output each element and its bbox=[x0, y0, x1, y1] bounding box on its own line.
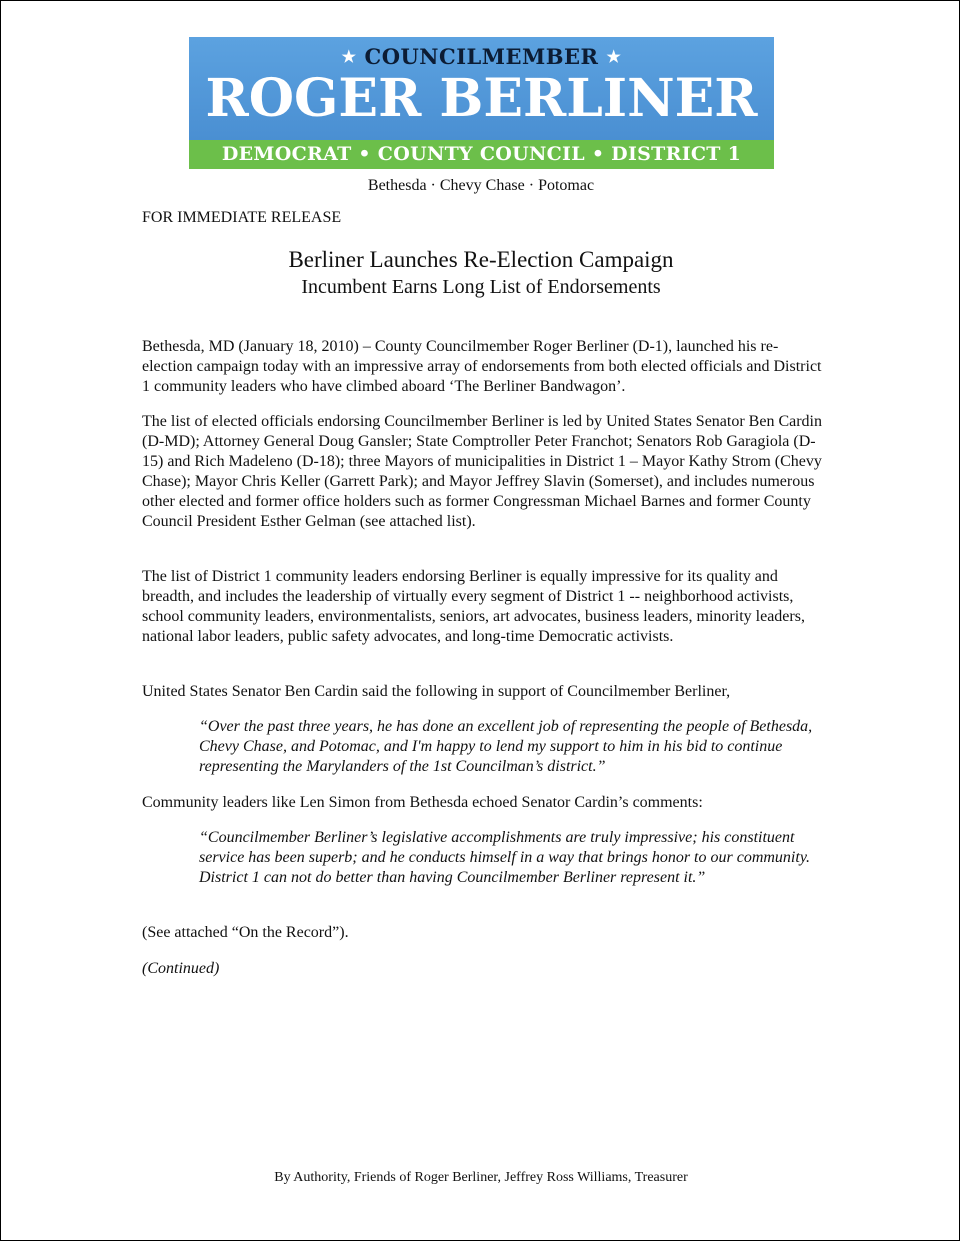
paragraph-community-leaders: The list of District 1 community leaders endorsing Berliner is equally impressive for its quality and breadth, and includes the leadership of virtually every segment of District 1 -- neighborhood activists, school community leaders, environmentalists, seniors, art advocates, business leaders, minority leaders, national labor leaders, public safety advocates, and long-time Democratic activists. bbox=[142, 568, 805, 645]
body-paragraph bbox=[142, 337, 827, 397]
body-paragraph bbox=[142, 682, 827, 702]
star-icon: ★ bbox=[341, 47, 357, 66]
headline: Berliner Launches Re-Election Campaign bbox=[288, 247, 674, 272]
paragraph-intro: Bethesda, MD (January 18, 2010) – County Councilmember Roger Berliner (D-1), launched his re-election campaign today with an impressive array of endorsements from both elected officials and District 1 community leaders who have climbed aboard ‘The Berliner Bandwagon’. bbox=[142, 338, 822, 395]
campaign-banner bbox=[189, 37, 774, 169]
banner-top-label: COUNCILMEMBER bbox=[364, 44, 599, 69]
banner-name: ROGER BERLINER bbox=[205, 68, 758, 129]
body-paragraph bbox=[142, 567, 827, 647]
banner-blue-band bbox=[189, 37, 774, 140]
body-paragraph bbox=[142, 412, 827, 532]
locations-line: Bethesda · Chevy Chase · Potomac bbox=[367, 177, 595, 194]
paragraph-elected-officials: The list of elected officials endorsing Councilmember Berliner is led by United States Senator Ben Cardin (D-MD); Attorney General Doug Gansler; State Comptroller Peter Franchot; Senators Rob Garagiola (D-15) and Rich Madeleno (D-18); three Mayors of municipalities in District 1 – Mayor Kathy Strom (Chevy Chase); Mayor Chris Keller (Garrett Park); and Mayor Jeffrey Slavin (Somerset), and includes numerous other elected and former office holders such as former Congressman Michael Barnes and former County Council President Esther Gelman (see attached list). bbox=[142, 413, 822, 530]
footer-authority: By Authority, Friends of Roger Berliner, Jeffrey Ross Williams, Treasurer bbox=[274, 1170, 688, 1185]
banner-subtitle: DEMOCRAT • COUNTY COUNCIL • DISTRICT 1 bbox=[189, 140, 774, 169]
continued-note: (Continued) bbox=[142, 960, 220, 977]
quote-simon: “Councilmember Berliner’s legislative accomplishments are truly impressive; his constituent service has been superb; and he conducts himself in a way that brings honor to our community. District 1 can not do better than having Councilmember Berliner represent it.” bbox=[199, 829, 811, 886]
subheadline: Incumbent Earns Long List of Endorsements bbox=[301, 276, 661, 298]
paragraph-cardin-intro: United States Senator Ben Cardin said the following in support of Councilmember Berliner, bbox=[142, 683, 731, 700]
banner-top-line bbox=[189, 44, 774, 69]
quote-cardin: “Over the past three years, he has done an excellent job of representing the people of Bethesda, Chevy Chase, and Potomac, and I'm happy to lend my support to him in his bid to continue representing the Marylanders of the 1st Councilman’s district.” bbox=[199, 718, 813, 775]
community-intro: Community leaders like Len Simon from Bethesda echoed Senator Cardin’s comments: bbox=[142, 794, 703, 811]
star-icon: ★ bbox=[606, 47, 622, 66]
release-label: FOR IMMEDIATE RELEASE bbox=[142, 209, 342, 226]
see-attached-note: (See attached “On the Record”). bbox=[142, 924, 349, 941]
